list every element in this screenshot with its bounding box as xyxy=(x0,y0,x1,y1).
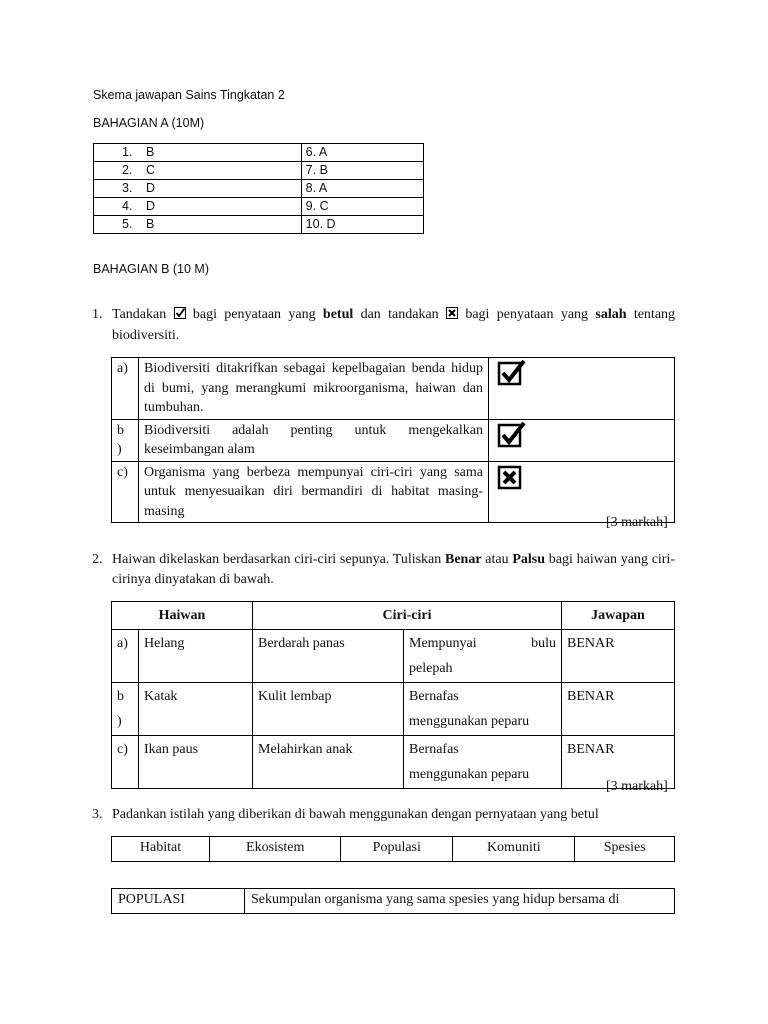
q2-benar: Benar xyxy=(445,552,482,567)
characteristic-2-line: pelepah xyxy=(409,661,453,676)
q1-text-4: bagi penyataan yang xyxy=(465,307,589,322)
checkbox-tick-icon xyxy=(497,359,527,394)
characteristic-2-line xyxy=(409,684,556,709)
answer-cell: BENAR xyxy=(562,736,675,789)
q1-text-3: dan tandakan xyxy=(360,307,439,322)
q2-text-2: atau xyxy=(485,552,509,567)
characteristic-2-word: Mempunyai xyxy=(409,636,477,651)
answer-number: 3. xyxy=(122,181,133,195)
question-3-text: Padankan istilah yang diberikan di bawah menggunakan dengan pernyataan yang betul xyxy=(112,807,599,822)
table-row xyxy=(112,419,675,461)
row-label: b ) xyxy=(112,683,139,736)
answer-letter: D xyxy=(146,199,156,213)
term-komuniti: Komuniti xyxy=(453,837,575,862)
answer-right-cell: 9. C xyxy=(301,198,423,216)
term-habitat: Habitat xyxy=(112,837,210,862)
question-3 xyxy=(92,805,675,825)
animal-name: Katak xyxy=(139,683,253,736)
characteristic-2-line: menggunakan peparu xyxy=(409,714,530,729)
q2-table xyxy=(111,601,675,789)
characteristic-2-word: Bernafas xyxy=(409,742,459,757)
table-row xyxy=(112,683,675,736)
answer-right-cell: 10. D xyxy=(301,216,423,234)
row-label: b ) xyxy=(112,419,139,461)
characteristic-2-word: Bernafas xyxy=(409,689,459,704)
q1-text-2: bagi penyataan yang xyxy=(192,307,316,322)
question-1 xyxy=(92,305,675,345)
table-row xyxy=(94,180,424,198)
table-row xyxy=(112,630,675,683)
q3-answer-table xyxy=(111,888,675,914)
characteristic-1: Berdarah panas xyxy=(253,630,404,683)
question-3-number: 3. xyxy=(92,807,103,822)
section-a-table xyxy=(93,143,424,234)
question-2-number: 2. xyxy=(92,552,103,567)
term-ekosistem: Ekosistem xyxy=(210,837,341,862)
q1-text-1: Tandakan xyxy=(112,307,167,322)
q3-answer-text: Sekumpulan organisma yang sama spesies yang hidup bersama di xyxy=(245,889,675,914)
header-haiwan: Haiwan xyxy=(112,602,253,630)
term-spesies: Spesies xyxy=(575,837,675,862)
q2-marks: [3 markah] xyxy=(606,779,668,794)
checkbox-tick-icon xyxy=(174,306,186,326)
q1-table xyxy=(111,357,675,523)
characteristic-2 xyxy=(404,630,562,683)
table-row xyxy=(112,461,675,523)
statement: Organisma yang berbeza mempunyai ciri-ciri yang sama untuk menyesuaikan diri bermandiri di habitat masing-masing xyxy=(139,461,489,523)
characteristic-2 xyxy=(404,736,562,789)
q2-text-1: Haiwan dikelaskan berdasarkan ciri-ciri sepunya. Tuliskan xyxy=(112,552,442,567)
answer-right-cell: 8. A xyxy=(301,180,423,198)
table-row xyxy=(94,144,424,162)
characteristic-1: Kulit lembap xyxy=(253,683,404,736)
q1-salah: salah xyxy=(595,307,627,322)
answer-letter: C xyxy=(146,163,156,177)
page-title: Skema jawapan Sains Tingkatan 2 xyxy=(93,88,285,102)
mark-cell xyxy=(489,419,675,461)
answer-letter: D xyxy=(146,181,156,195)
animal-name: Helang xyxy=(139,630,253,683)
mark-cell xyxy=(489,358,675,420)
answer-number: 5. xyxy=(122,217,133,231)
header-jawapan: Jawapan xyxy=(562,602,675,630)
answer-right-cell: 7. B xyxy=(301,162,423,180)
q2-text-3: bagi haiwan yang ciri-cirinya dinyatakan di bawah. xyxy=(112,552,676,587)
characteristic-2-word: bulu xyxy=(531,636,556,651)
answer-left-cell xyxy=(94,180,302,198)
answer-number: 2. xyxy=(122,163,133,177)
row-label: c) xyxy=(112,461,139,523)
q1-text-5: tentang biodiversiti. xyxy=(112,307,676,343)
characteristic-2 xyxy=(404,683,562,736)
section-b-heading: BAHAGIAN B (10 M) xyxy=(93,262,209,276)
answer-letter: B xyxy=(146,217,155,231)
q3-answer-term: POPULASI xyxy=(112,889,245,914)
section-a-heading: BAHAGIAN A (10M) xyxy=(93,116,205,130)
animal-name: Ikan paus xyxy=(139,736,253,789)
q1-betul: betul xyxy=(322,307,354,322)
characteristic-2-line: menggunakan peparu xyxy=(409,767,530,782)
statement: Biodiversiti ditakrifkan sebagai kepelbagaian benda hidup di bumi, yang merangkumi mikroorganisma, haiwan dan tumbuhan. xyxy=(139,358,489,420)
characteristic-2-line xyxy=(409,737,556,762)
statement: Biodiversiti adalah penting untuk mengekalkan keseimbangan alam xyxy=(139,419,489,461)
q1-marks: [3 markah] xyxy=(606,515,668,530)
table-row xyxy=(112,736,675,789)
answer-left-cell xyxy=(94,216,302,234)
answer-number: 1. xyxy=(122,145,133,159)
row-label: a) xyxy=(112,358,139,420)
question-1-number: 1. xyxy=(92,307,103,322)
q3-terms-table xyxy=(111,836,675,862)
table-row xyxy=(94,216,424,234)
checkbox-cross-icon xyxy=(497,463,527,498)
answer-left-cell xyxy=(94,144,302,162)
header-ciri: Ciri-ciri xyxy=(253,602,562,630)
table-row xyxy=(94,162,424,180)
term-populasi: Populasi xyxy=(341,837,453,862)
answer-number: 4. xyxy=(122,199,133,213)
table-row xyxy=(112,358,675,420)
answer-cell: BENAR xyxy=(562,630,675,683)
checkbox-cross-icon xyxy=(446,306,458,326)
row-label: a) xyxy=(112,630,139,683)
characteristic-2-line xyxy=(409,631,556,656)
answer-left-cell xyxy=(94,198,302,216)
answer-right-cell: 6. A xyxy=(301,144,423,162)
table-row xyxy=(94,198,424,216)
characteristic-1: Melahirkan anak xyxy=(253,736,404,789)
q2-palsu: Palsu xyxy=(512,552,546,567)
answer-left-cell xyxy=(94,162,302,180)
answer-letter: B xyxy=(146,145,155,159)
checkbox-tick-icon xyxy=(497,421,527,456)
question-2 xyxy=(92,550,675,589)
row-label: c) xyxy=(112,736,139,789)
answer-cell: BENAR xyxy=(562,683,675,736)
